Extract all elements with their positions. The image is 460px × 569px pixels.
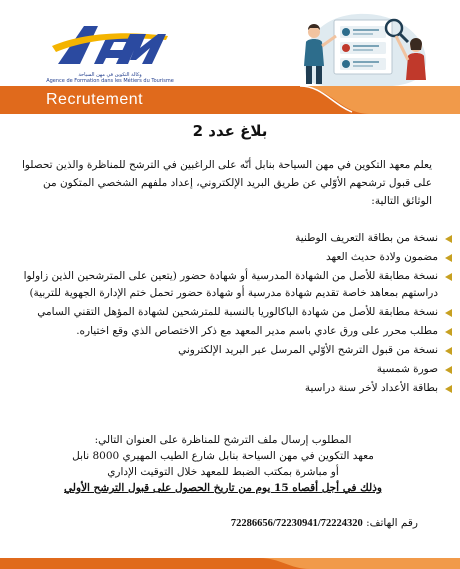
submission-line-1: المطلوب إرسال ملف الترشح للمناظرة على العنوان التالي:: [94, 434, 352, 446]
document-item-text: نسخة من بطاقة التعريف الوطنية: [295, 232, 438, 244]
banner-label: Recrutement: [46, 91, 144, 108]
document-item: [14, 342, 454, 359]
notice-intro: يعلم معهد التكوين في مهن السياحة بنابل أنّه على الراغبين في الترشح للمناظرة والذين تحصلوا على قبول ترشحهم الأوّلي عن طريق البريد الإلكتروني، إعداد ملفهم الشخصي المتكون من الوثائق التالية:: [21, 159, 432, 207]
deadline-notice: وذلك في أجل أقصاه 15 يوم من تاريخ الحصول على قبول الترشح الأولي: [64, 482, 382, 494]
document-item: [14, 230, 454, 247]
document-item: [14, 380, 454, 397]
footer-bar: [0, 558, 460, 569]
arrow-bullet-icon: [445, 366, 452, 374]
logo-mark-text: AFMT: [250, 220, 254, 221]
required-documents-list: [14, 230, 454, 399]
document-item: [14, 304, 454, 321]
document-item-text: نسخة من قبول الترشح الأوّلي المرسل عبر البريد الإلكتروني: [178, 344, 438, 356]
document-item-text: مطلب محرر على ورق عادي باسم مدير المعهد مع ذكر الاختصاص الذي وقع اختياره.: [76, 325, 438, 337]
arrow-bullet-icon: [445, 328, 452, 336]
document-item-text: صورة شمسية: [376, 363, 438, 375]
document-item: [14, 249, 454, 266]
document-item: [14, 361, 454, 378]
logo-org-name-ar: وكالة التكوين في مهن السياحة: [78, 72, 142, 78]
arrow-bullet-icon: [445, 347, 452, 355]
phone-label: رقم الهاتف:: [366, 517, 418, 529]
arrow-bullet-icon: [445, 385, 452, 393]
arrow-bullet-icon: [445, 235, 452, 243]
document-item-text: نسخة مطابقة للأصل من شهادة الباكالوريا بالنسبة للمترشحين لشهادة المؤهل التقني السامي: [37, 306, 438, 318]
submission-line-3: أو مباشرة بمكتب الضبط للمعهد خلال التوقيت الإداري: [107, 466, 339, 478]
submission-instructions: [14, 432, 432, 496]
document-item-text: مضمون ولادة حديث العهد: [326, 251, 438, 263]
arrow-bullet-icon: [445, 254, 452, 262]
submission-address: معهد التكوين في مهن السياحة بنابل شارع الطيب المهيري 8000 نابل: [72, 450, 374, 462]
phone-numbers: 72286656/72230941/72224320: [230, 518, 363, 529]
recruitment-illustration: [288, 6, 438, 90]
arrow-bullet-icon: [445, 309, 452, 317]
logo-org-name: [40, 72, 180, 84]
notice-title: بلاغ عدد 2: [192, 122, 268, 140]
arrow-bullet-icon: [445, 273, 452, 281]
logo-org-name-fr: Agence de Formation dans les Métiers du Tourisme: [46, 78, 174, 84]
document-item: [14, 268, 454, 302]
document-item-text: بطاقة الأعداد لأخر سنة دراسية: [304, 382, 438, 394]
document-item: [14, 323, 454, 340]
phone-line: [14, 515, 418, 532]
document-item-text: نسخة مطابقة للأصل من الشهادة المدرسية أو شهادة حضور (يتعين على المترشحين الذين زاولوا دراستهم بمعاهد خاصة تقديم شهادة مدرسية أو شهادة حضور تحمل ختم الإدارة الجهوية للتربية): [23, 270, 438, 299]
